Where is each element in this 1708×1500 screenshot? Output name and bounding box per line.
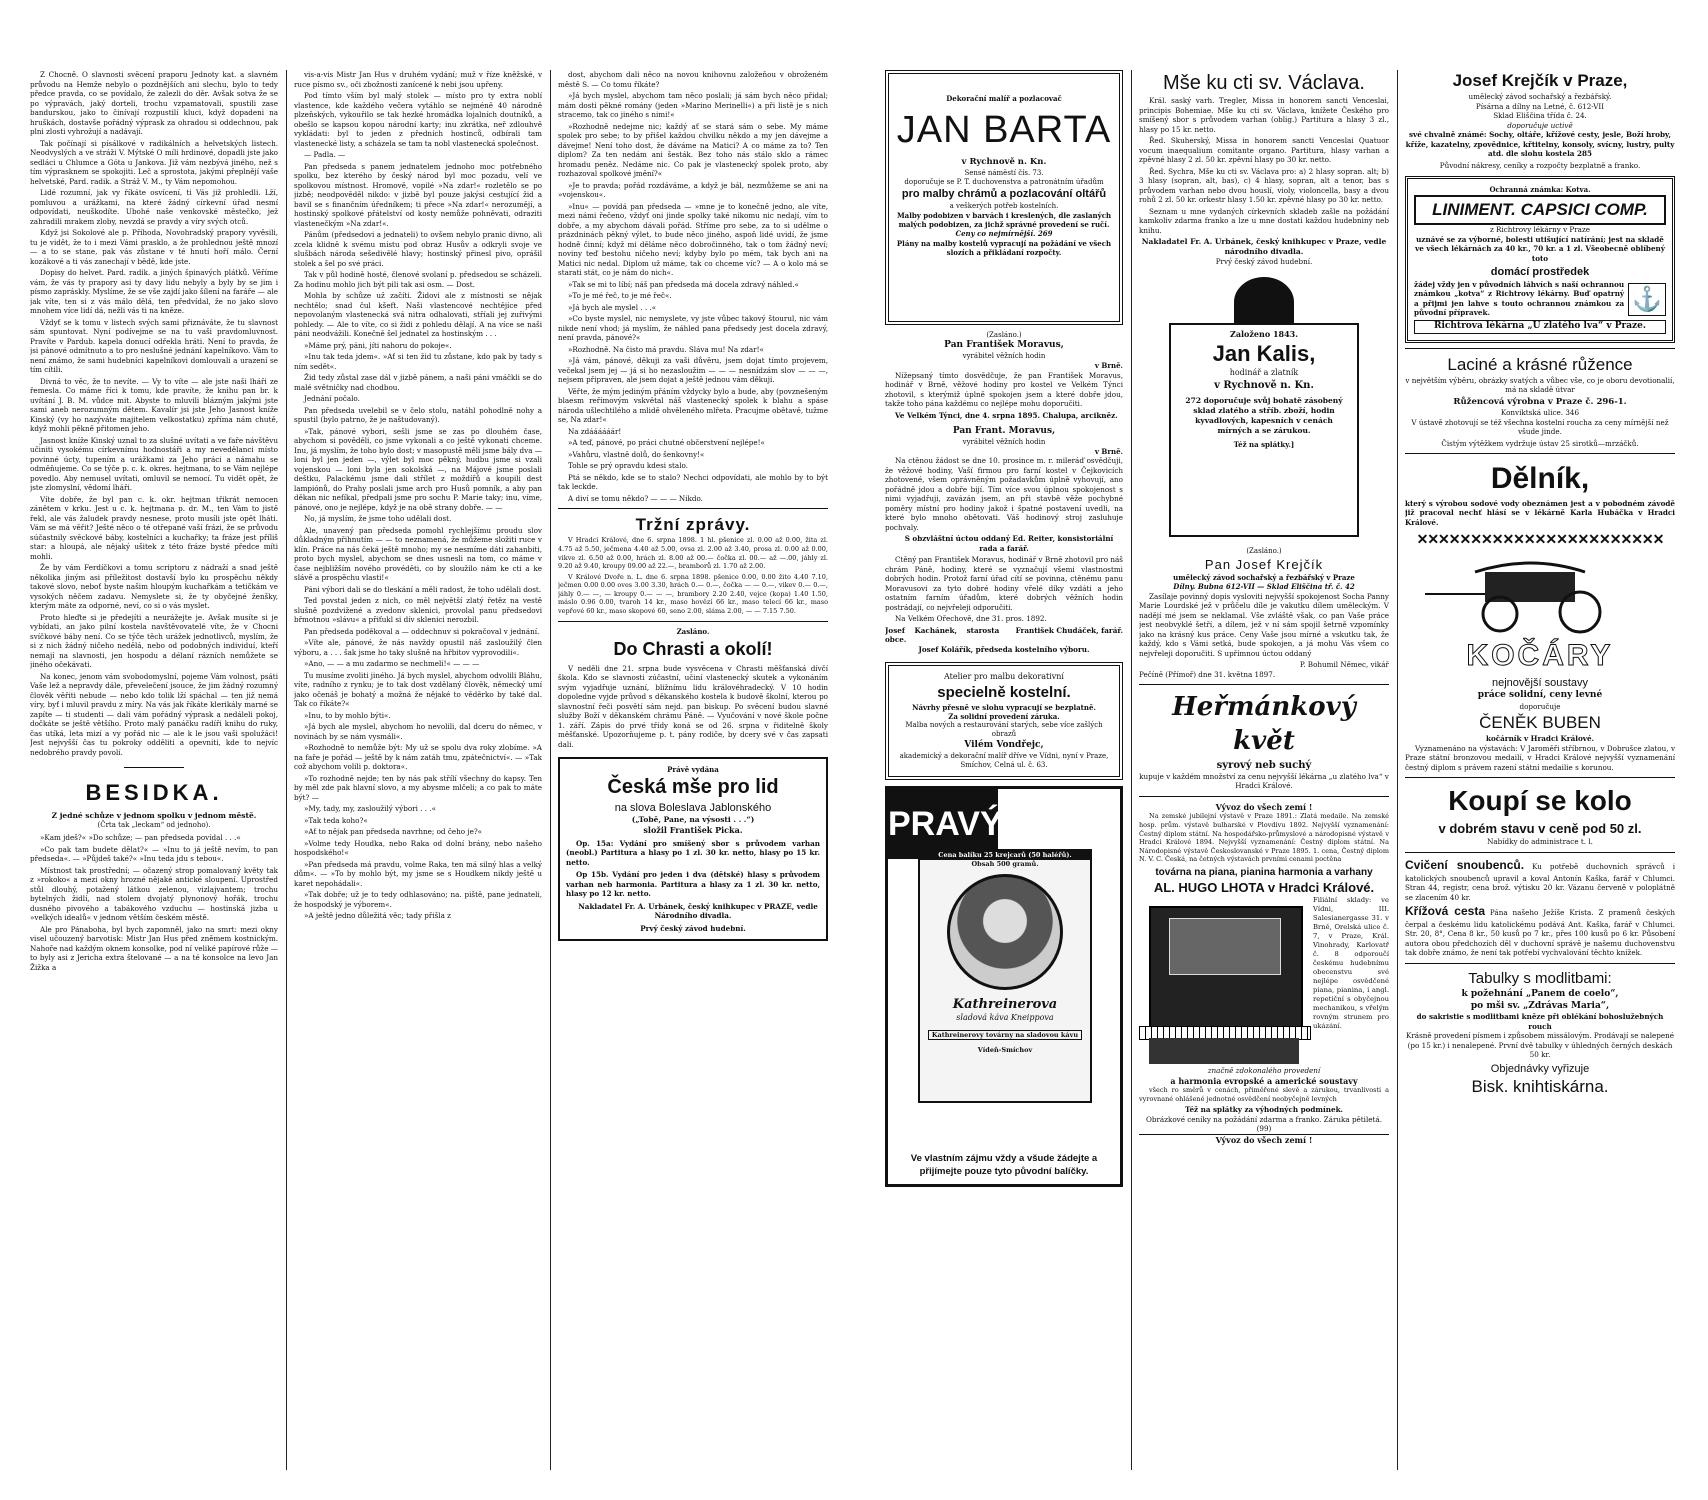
atelier-name: Vilém Vondřejc, (964, 739, 1044, 750)
kolo-title: Koupí se kolo (1448, 785, 1632, 817)
besidka-subnote: (Črta tak „leckam“ od jednoho). (97, 820, 211, 829)
kolo-sub: v dobrém stavu v ceně pod 50 zl. (1438, 821, 1642, 837)
atelier-addr: akademický a dekorační malíř dříve ve Vídni, nyní v Praze, Smíchov, Celná ul. č. 63. (899, 751, 1109, 769)
barta-sub: Sensé náměstí čís. 73. (964, 168, 1044, 177)
story-paragraph: Tak v půl hodině hosté, členové svolaní p. předsedou se scházeli. Za hodinu mohlo jich být pili tak asi osm. — Dost. (294, 270, 542, 289)
krejcik-top-foot: Původní nákresy, ceníky a rozpočty bezplatně a franko. (1439, 160, 1641, 170)
barta-l1: pro malby chrámů a pozlacování oltářů (901, 188, 1107, 201)
column-rule (1131, 70, 1132, 1470)
right-newspaper-page (885, 70, 1685, 1480)
left-newspaper-page (30, 70, 840, 1480)
story-paragraph: »Rozhodně nedejme nic; každý ať se stará sám o sebe. My máme spolek pro sebe; to by přišel každou chvilku někdo a my jen dávejme a dávejme! Není toho dost, že dáváme na Matici? A co máme za to? Ten diplom? Za ten nedám ani šesták. Bez toho nás stálo sklo a rámec hromadu peněz. Nedáme nic. Co pak je vlastenecký spolek proto, aby rozhazoval spolkové jmění?« (558, 121, 828, 178)
story-paragraph: Jednání počalo. (304, 394, 360, 403)
kalis-foot: Též na splátky.] (1233, 439, 1295, 449)
divider (1405, 963, 1675, 964)
column-rule (1397, 70, 1398, 1470)
carriage-wheel-rear (1560, 592, 1600, 632)
barta-ad (885, 70, 1123, 325)
divider (558, 508, 828, 509)
story-paragraph: »Já bych ale myslel . . .« (568, 302, 657, 312)
story-paragraph: Ale pro Pánaboha, byl bych zapomněl, jako na smrt: mezi okny visel učouzený barvotisk: Mistr Jan Hus před zněmem kostnickým. Nahoře nad každým oknem konsolke, pod ní veliké papírové růže — to byly asi z Jericha extra štelované — a na té konsolce na levo Jan Žižka a (30, 924, 278, 972)
cviceni-title: Cvičení snoubenců. (1405, 857, 1525, 872)
lhota-banner: Vývoz do všech zemí ! (1215, 801, 1313, 812)
krejcik-mid-sign: P. Bohumil Němec, vikář (1299, 660, 1389, 670)
lhota-h1: továrna na piana, pianina harmonia a varhany (1155, 866, 1373, 878)
kocary-name: ČENĚK BUBEN (1479, 712, 1601, 732)
story-paragraph: »Vahůru, vlastně dolů, do šenkovny!« (568, 449, 705, 459)
kalis-trade: hodinář a zlatník (1229, 368, 1299, 378)
tabulky-who: Bisk. knihtiskárna. (1471, 1077, 1609, 1097)
vaclav-p1: Král. saský varh. Tregler, Missa in honorem sancti Venceslai, principis Bohemiae. Mše ku cti sv. Václava, knížete Českého pro smíšený sbor s průvodem varhan (oblig.) Partitura a hlasy 3 zl., hlasy po 15 kr. netto. (1139, 96, 1389, 134)
story-paragraph: »Já bych myslel, abychom tam něco poslali; já sám bych něco přidal; mám dosti pěkné romány (jeden »Marino Merinelli«) a při listě je s nich stracemo, tak co jiného s nimi!« (558, 91, 828, 119)
krejcik-zaslano: (Zasláno.) (1246, 546, 1282, 555)
right-column-1 (885, 70, 1123, 1480)
delnik-title: Dělník, (1490, 462, 1590, 496)
story-paragraph: Místnost tak prostřední; — očazený strop pomalovaný květy tak z »rokoko« a mezi okny hrozné nějaké antické sloupení. Uprostřed stůl dlouhý, potažený látkou zelenou, vizlajvantem; trochu bytelných židlí, nad stolem dvojatý plynonový hořák, trochu dusného pivového a tabákového vzduchu — hostinská jizba u »velkých idealů« v jednom větším českém městě. (30, 865, 278, 923)
mse-line2: („Tobě, Pane, na výsosti . . .“) (631, 815, 755, 825)
kalis-place: v Rychnově n. Kn. (1214, 379, 1314, 391)
kalis-text: 272 doporučuje svůj bohatě zásobený sklad zlatého a stříb. zboží, hodin kyvadlových, kapesních v cenách mírných a se zárukou. (1185, 395, 1343, 435)
market-paragraph: V Hradci Králové, dne 6. srpna 1898. 1 hl. pšenice zl. 0.00 až 0.00, žita zl. 4.75 až 5.50, ječmena 4.40 až 5.00, ovsa zl. 2.00 až 3.40, prosa zl. 0.00 až 0.00, vikve zl. 6.50 až 0.00, hrách zl. 8.00 až 00.— čočka zl. 00.— až —.00, jáhly zl. 9.20 až 9.40, kroupy 09.00 až 22.—, bramborů zl. 1.70 až 2.00. (558, 536, 828, 571)
story-paragraph: Žid tedy zůstal zase dál v jizbě pánem, a naši páni vmáčkli se do malé světničky nad chodbou. (294, 373, 542, 392)
vaclav-p3: Řed. Sychra, Mše ku cti sv. Václava pro: a) 2 hlasy sopran. alt; b) 3 hlasy (sopran, alt, bas), c) 4 hlasy, sopran, alt a tenor, bas s průvodem varhan nebo dvou houslí, violy, violoncella, basy a dvou rohů 2 zl. 50 kr. orkestr hlasy 1.50 kr. zpěvné hlasy po 30 kr. netto. (1139, 166, 1389, 205)
ruzence-text3: V ústavě zhotovují se též všechna kostelní roucha za ceny mírnější než všude jinde. (1411, 417, 1669, 437)
hermankovy-title: Heřmánkový květ (1172, 692, 1356, 757)
market-title: Tržní zprávy. (635, 515, 751, 534)
krejcik-mid-trade: umělecký závod sochařský a řezbářský v Praze (1173, 573, 1355, 583)
kocary-l2: práce solidní, ceny levné (1477, 690, 1603, 701)
story-paragraph: »Pan předseda má pravdu, volme Raka, ten má silný hlas a velký dům«. — »To by mohlo být, my jsme se s Houdkem nikdy ještě u karet nepohádali«. (294, 859, 542, 888)
moravus-p3: Ctěný pan František Moravus, hodinář v Brně zhotovil pro náš chrám Páně, hodiny, které se vyznačují všemi vlastnostmi dobrých hodin. Protož farní úřad cítí se povinna, ctěnému panu Moravusovi za tyto dobré hodiny vřelé díky vzdáti a jeho ostatním farním úřadům, které dobrých věžních hodin postrádají, co nejvřeleji odporučiti. (885, 555, 1123, 612)
lhota-medals: Na zemské jubilejní výstavě v Praze 1891.: Zlatá medaile. Na zemské hosp. prům. výstavě bulharské v Plovdivu 1892. Nejvyšší vyznamenání: Čestný diplom státní. Na hospodářsko-průmyslové a národopisné výstavě v Hradci Králové 1894. Nejvyšší vyznamenání: Čestný diplom státní. Na Národopisné výstavě Českoslovanské v Praze 1895. 1. cena, Čestný diplom N. V. C. Česká, na četných výstavách prvními cenami poctěna (1139, 812, 1389, 864)
tabulky-text: Krásně provedení písmem i způsobem missálovým. Prodávají se nalepené (po 15 kr.) i nenalepené. První dvě tabulky v úhledných černých deskách 50 kr. (1405, 1031, 1674, 1060)
divider (1405, 777, 1675, 778)
moravus-place: v Brně. (1094, 361, 1123, 371)
anchor-icon: ⚓ (1628, 283, 1666, 317)
story-paragraph: Věřte, že mým jediným přáním vždycky bylo a bude, aby (povznešeným blaesm reřímovým vskvětal náš vlastenecký spolek k blahu a spáse národa ušlechtilého a mlidě ohvěleného mlřeta. Pracujme obětavě, tužme se, Na zdar!« (558, 386, 828, 424)
carriage-roof (1475, 563, 1585, 572)
story-paragraph: Tohle se prý opravdu kdesi stalo. (568, 461, 688, 470)
barta-l2: a veškerých potřeb kostelních. (949, 201, 1059, 210)
tabulky-l2: po mši sv. „Zdrávas Maria“, (1470, 1000, 1610, 1011)
article-paragraph: Vždyť se k tomu v listech svých sami přiznáváte, že tu slavnost sám spuntovat. Nyní podívejme se na tu vaši pravdomluvnost. Pravíte v Pardub. kapela donucí odřekla hráti. Není to pravda, že jsi pánové odmítnuto a to pro neslušné jednání kapelníkovo. Vám to není známo, že sami hudebníci kapelníkovi domlouvali a urazení se tím cítili. (30, 317, 278, 374)
story-paragraph: Mohla by schůze už začíti. Židovi ale z místnosti se nějak nechtělo; snad čul kšeft. Naši vlastencové nechtějíce před nepovolaným vlastenecká svá nitra odhalovati, stříali jej zuřivými pohledy. — Ale to víte, co si židi z pohledu dělají. A na více se naši páni neodvážili. Konečně šel jednatel za hostinským . . . (294, 291, 542, 338)
story-paragraph: »Volme tedy Houdka, nebo Raka od dolní brány, nebo našeho hospodského!« (294, 838, 542, 857)
story-paragraph: »Já vám, pánové, děkuji za vaši důvěru, jsem dojat tímto projevem, večekal jsem jej — já si ho nezasloužim — — — nesnídzám slov — — —, nejsem připraven, ale jsem dojat a ještě jednou vám děkuji. (558, 356, 828, 384)
krejcik-top-trade: umělecký závod sochařský a řezbářský. (1468, 92, 1612, 102)
story-paragraph: Pod tímto vším byl malý stolek — místo pro ty extra noblí vlastence, kde každého večera vytáhlo se nejméně 40 národně plzeňských, vykouřilo se tak hezké hromádka lojalních doutníků, a obešlo se kapsou kopou národní karty; inu zkrátka, neř zdlouhvě vykládati: byl to jeden z předních hostinců, odbírali tam vlastenecké listy, a scházela se tam ta nobl vlastenecká společnost. (294, 91, 542, 148)
story-paragraph: »My, tady, my, zasloužilý výbori . . .« (304, 804, 437, 813)
besidka-story-cont (294, 70, 542, 921)
story-paragraph: »Ano, — — a mu zadarmo se nechmeli!« — — — (304, 659, 480, 668)
kathreiner-obsah: Obsah 500 gramů. (971, 859, 1039, 868)
krejcik-top-dop: doporučuje uctivě (1507, 120, 1573, 130)
story-paragraph: No, já myslím, že jsme toho udělali dost. (304, 514, 452, 523)
ruzence-text: v největším výběru, obrázky svatých a vůbec vše, co je oboru devotionalií, má na skladě útvar (1405, 375, 1675, 395)
story-paragraph: — Padla. — (304, 150, 346, 159)
liniment-dom: domácí prostředek (1490, 266, 1590, 279)
mse-footer: Prvý český závod hudební. (640, 923, 746, 933)
article-paragraph: Že by vám Ferdíčkovi a tomu scriptoru z nádraží a snad ještě několika jiným asi příležitost dostavší bylo ku prospěchu někdy takové slovo, neboť byste našim hloupým kuchařkám a tetičkám ve vysokých něčem zadavu. Nemyslete si, že ty obyčejné ženšky, kterým máte za odporné, neví, co si o vás myslet. (30, 563, 278, 610)
atelier-l3: Návrhy přesně ve slohu vypracují se bezplatně. (912, 702, 1096, 712)
ruzence-text2: Konviktská ulice. 346 (1500, 408, 1580, 418)
krizova-text: Pána našeho Ježíše Krista. Z pramenů českých čerpal a českému lidu katolickému podává Ant. Kaška, farář v Chlumci. Str. 20, 8°, Cena 8 kr., 50 kusů po 7 kr., přes 100 kusů po 6 kr. Působení autora obou předchozích děl v duchovní správě je našemu duchovenstvu tak dobře známo, že není tak potřebí vychvalování těchto knížek. (1405, 908, 1675, 958)
story-paragraph: Ale, unavený pan předseda pomohl rychlejšímu proudu slov důkladným přihnutím — — to neznamená, že můžeme složiti ruce v klín. Práce na nás čeká ještě mnoho; my se nesmíme dáti zahanbiti, proto bych myslel, abychom se dnes usnesli na tom, co máme v čase nejbližším nového provéděti, co by sloužilo nám ke cti a ke slávě a prospěchu vlasti!« (294, 525, 542, 582)
carriage-illustration (1405, 554, 1675, 634)
sign-kachanek: Josef Kachánek, starosta obce. (885, 625, 1000, 645)
cviceni-block (1405, 858, 1675, 902)
liniment-from: z Richtrovy lékárny v Praze (1489, 225, 1591, 235)
liniment-text2: žádej vždy jen v původních láhvích s naší ochrannou známkou „kotva“ z Richtrovy lékárny. Buď opatrný a přijmi jen lahve s touto ochrannou známkou za původní přípravek. (1414, 279, 1625, 318)
left-column-1 (30, 70, 278, 1480)
story-paragraph: »Inu tak teda jdem«. »Ať si ten žid tu zůstane, kdo pak by tady s ním sedět«. (294, 352, 542, 371)
moravus-h2sub: vyrábitel věžních hodin (962, 437, 1046, 446)
kathreiner-brand: Kathreinerova (952, 997, 1058, 1013)
kalis-name: Jan Kalis, (1212, 341, 1316, 367)
krejcik-mid-name: Pan Josef Krejčík (1204, 556, 1324, 572)
vaclav-p4: Seznam u mne vydaných církevních skladeb zašle na požádání kamkoliv zdarma franko a lze u mne dostati každou hudebniny neb knihu. (1139, 206, 1389, 235)
mse-title: Česká mše pro lid (607, 776, 779, 799)
story-paragraph: Na zdáááááár! (568, 426, 622, 436)
article-paragraph: Z Chocně. O slavnosti svěcení praporu Jednoty kat. a slavném průvodu na Hemže nebylo o pozdnějších ani slechu, bylo to tedy předce pravda, co se povídalo, že zalezli do děr. Avšak sotva že se po výpravách, jaký dorteli, trochu vzpamatovali, spustili zase bandurskou, jako to činívají rozpustilí kluci, když dopadeni na hruškách, dostavše pořádný výprask za ohradou si oddechnou, pak plni zlosti vyhrožují a nadávají. (30, 70, 278, 136)
story-paragraph: »Co pak tam budete dělat?« — »Inu to já ještě nevím, to pan předseda«. — »Půjdeš také?« »Inu teda jdu s tebou«. (30, 844, 278, 864)
divider (1405, 453, 1675, 454)
krejcik-top-sklad: Sklad Eliščina třída č. 24. (1493, 111, 1587, 121)
moravus-place2: v Brně. (1094, 447, 1123, 457)
krejcik-top-addr: Písárna a dílny na Letné, č. 612-VII (1475, 101, 1605, 111)
article-paragraph: Když jsi Sokolové ale p. Příhoda, Novohradský prapory vyvěsili, tu je vidět, že to i mezi Vámi prasklo, a že prohlednou ještě mnozí — a to se stane, pak vás zůstane v té hnutí hoří málo. Černí kozákové a ti vás zanechají v bědě, kde jste. (30, 228, 278, 266)
kocary-title: KOČÁRY (1466, 639, 1614, 673)
article-paragraph: Divná to věc, že to nevíte. — Vy to víte — ale jste naši lháři ze řemesla. Co máme říci k tomu, kde pravíte, že knihu pan br. k uvítání J. B. M. vůdce mit. Abyste to mluvili blázným jakými jste sami aneb nerozumným dětem. Kavalír jsi jste Jeho Jasnost kníže Kinský (vy ho nazýváte majitelem velkostatku) zpříma nám chutě, když mohli pěkně přitomen jeho. (30, 376, 278, 433)
liniment-text: uznávé se za výborné, bolesti utišující natírání; jest na skladě ve všech lékárnách za 40 kr., 70 kr. a 1 zl. Všeobecně oblíbený toto (1415, 234, 1665, 263)
story-paragraph: Ptá se někdo, kde se to stalo? Nechci odpovídati, ale mohlo by to být tak leckde. (558, 472, 828, 491)
kathreiner-sub2: Kathreinerovy továrny na sladovou kávu (928, 1030, 1082, 1041)
sign-chudacek: František Chudáček, farář. (1015, 625, 1123, 635)
divider (1139, 684, 1389, 685)
kathreiner-pravy: PRAVÝ (888, 789, 998, 859)
story-paragraph: »Tak dobře; už je to tedy odhlasováno; na. piště, pane jednateli, že hospodský je výborem«. (294, 890, 542, 909)
vaclav-p2: Řed. Skuherský, Missa in honorem sancti Venceslai Quatuor vocum inaequalium comitante organo. Partitura, hlasy varhan a zpěvné hlasy 2 zl. 50 kr. zpěvní hlasy po 30 kr. netto. (1139, 136, 1389, 165)
barta-name: JAN BARTA (896, 109, 1112, 152)
article-paragraph: Lidé rozumní, jak vy říkáte osvícení, ti Vás již prohledli. Lží, pomluvou a urážkami, na které žádný církevní úřad nesmí odpovídati, neuškodíte. Ubohé naše venkovské městečko, jež zahradili mrakem zloby, nevzdá se pravdy a víry svých otců. (30, 188, 278, 226)
kathreiner-city: Vídeň-Smíchov (977, 1046, 1033, 1055)
chrasti-text: V neděli dne 21. srpna bude vysvěcena v Chrasti měšťanská dívčí škola. Kdo se slavnosti zúčastní, učiní vlastenecký skutek a vykonáním svým vyjadřuje uznání, bližnímu lidu královéhradecký. V 10 hodin dopoledne vyjde průvod s děkanského kostela k budově školní, kterou po slavnostní řeči posvětí sám nejd. pan biskup. Po svěcení budou slavné služby Boží v děkanském chrámu Páně. — Vyučování v nové škole počne 1. září. Zápis do prvé třídy koná se od 26. srpna v řiditelně školy měšťanské. Upozorňujeme p. t. pány rodiče, by dcery své v čas zapsati dali. (558, 663, 828, 749)
story-paragraph: A diví se tomu někdo? — — — Nikdo. (568, 493, 703, 503)
moravus-p2: Na ctěnou žádost se dne 10. prosince m. r. mileráď osvědčuji, že věžové hodiny, Vaší firmou pro farní kostel v Čejkovicích zhotovené, všem oprávněným požadavkům úplně vyhovují, ano pořádně jdou a dobře bijí. Tím více svou úplnou spokojenost s nimi vyjadřuji, zavázán jsem, an při stavbě věže pochybné poměry místní pro hodiny jakož i špatné postavení uvedli, na které bylo mnoho obětovati. Váš hodinový stroj zasluhuje pochvaly. (885, 456, 1123, 532)
divider (1139, 796, 1389, 797)
story-paragraph: »Co byste myslel, nic nemyslete, vy jste vůbec takový štourul, nic vám nikde není vhod; já myslím, že náhled pana předsedy jest docela zdravý, není pravda, pánové?« (558, 314, 828, 342)
moravus-sign3: Na Velkém Ořechově, dne 31. pros. 1892. (895, 614, 1047, 624)
liniment-pharm: Richtrova lékárna „U zlatého lva“ v Praze. (1414, 320, 1666, 334)
liniment-title: LINIMENT. CAPSICI COMP. (1414, 195, 1666, 225)
mse-op1: Op. 15a: Vydání pro smíšený sbor s průvodem varhan (neobl.) Partitura a hlasy po 1 zl. 30 kr. netto, hlasy po 15 kr. netto. (566, 838, 820, 867)
vaclav-title: Mše ku cti sv. Václava. (1163, 72, 1365, 94)
mse-ad (558, 757, 828, 941)
hat-figure-icon (1234, 277, 1294, 327)
besidka-title: BESIDKA. (85, 780, 223, 805)
liniment-ad (1405, 176, 1675, 342)
tabulky-obj: Objednávky vyřizuje (1490, 1062, 1590, 1075)
mse-op2: Op 15b. Vydání pro jeden i dva (dětské) hlasy s průvodem varhan neb harmonia. Partitura a hlasy za 1 zl. 30 kr. netto, hlasy po 12 kr. netto. (566, 870, 820, 899)
lhota-bottom3: všech ro směrů v cenách, přiměřené slevě a zárukou, trvanlivosti a vyrovnané ohlášené jednotné osvědčení neobyčejně levných (1139, 1086, 1389, 1103)
story-paragraph: »Tak, pánové vybori, sešli jsme se zas po dlouhém čase, abychom si pověděli, co jsme vykonali a co ještě vykonati chceme. Inu, já myslím, že toho bylo dost; v masopustě měli jsme bály dva — loni byl jen jeden —, výlet byl moc pěkný, hudbu jsme si vzali vojenskou — loni byla jen sokolská —, na Májové jsme poslali deštku, Palackému jsme dali střílet z moždířů a koupili dest lampiónů, do Prahy poslali jsme arch pro Husů pomník, a aby pan děkan nic nefíkal, předpali jsme pro sochu P. Marie taky; inu, víme, pánové, ono je nejlépe, když je na obě strany dobře. — — (294, 426, 542, 512)
kathreiner-cena: Cena balíku 25 krejcarů (50 haléřů). (920, 851, 1090, 860)
krizova-title: Křížová cesta (1405, 904, 1485, 919)
story-paragraph: Pan předseda s panem jednatelem jednoho moc potřebného spolku, bez kterého by český národ byl moc pozadu, velí ve spolkovou místnost. Hromově, vopilé »Na zdar!« rozletělo se po jizbě; neodpověděl nikdo: v jizbě byl pouze jakýsi cestující žid a bavil se s finančním úředníkem; ti přece »Na zdar!« nerozumějí, a hostinský spolkové přátelství od kosty nemůže pohněvati, odraziti vlastenečkým »Na zdar!«. (294, 161, 542, 228)
delnik-text: který s výrobou sodové vody obeznámen jest a v pobodném závodě již pracoval nechť hlásí se v lékárně Karla Hubáčka v Hradci Králové. (1405, 498, 1675, 527)
moravus-sign1: Ve Velkém Týnci, dne 4. srpna 1895. Chalupa, arcikněz. (895, 410, 1118, 420)
story-paragraph: Pan předseda uvelebil se v čelo stolu, natáhl pohodlně nohy a spustil (bylo patrno, že je naštudovaný). (294, 405, 542, 424)
kalis-year: Založeno 1843. (1229, 328, 1299, 339)
besidka-story-end (558, 70, 828, 503)
story-paragraph: Pánům (předsedovi a jednateli) to ovšem nebylo pranic divno, ali zcela klidně k svému místu pod obraz Husův a odkryli svoje ve slušbách národa sešedivělé hlavy; hostinský přinesl pivo, oprášil stolek a šel po své práci. (294, 230, 542, 268)
story-paragraph: »Rozhodně to nemůže být: My už se spolu dva roky zlobíme. »A na faře je pořád — ještě by k nám zatáh tmu, zpátečnictví«. — »Tak což abychom volili p. doktora«. (294, 743, 542, 771)
atelier-l2: specielně kostelní. (937, 683, 1071, 701)
kocary-l4: kočárník v Hradci Králové. (1485, 734, 1595, 744)
column-rule (550, 70, 551, 1470)
krejcik-mid-date: Pečíně (Přímoř) dne 31. května 1897. (1139, 669, 1276, 679)
right-column-3 (1405, 70, 1675, 1480)
piano-illustration (1139, 896, 1309, 1066)
piano-base (1149, 1038, 1299, 1064)
lhota-bottom5: Obrázkové ceníky na požádání zdarma a franko. Záruka pětiletá. (99) (1145, 1114, 1382, 1134)
story-paragraph: »Inu« — povídá pan předseda — »mne je to konečně jedno, ale víte, mezi námi řečeno, vždyť oni jinde spolky také nikomu nic nedají, vím to dobře, a my abychom dávali pořád. Stříme pro sebe, za to si udělme o prázdninách pěkný výlet, to bude něco jiného, aspoň lidé uvidí, že jsme hodně činní; když mi děláme něco dobročinného, tak o tom žádný neví; noviny teď bestohu ničeho neví; kdyby bylo po mém, tak bych ani na Matici nic nedal. Diplom už máme, tak co chceme víc? — A o kolo má se starati stát, co je nám do nich«. (558, 201, 828, 277)
mse-publisher: Nakladatel Fr. A. Urbánek, český knihkupec v PRAZE, vedle Národního divadla. (578, 901, 818, 921)
barta-place: v Rychnově n. Kn. (961, 157, 1047, 168)
lhota-bottom1: značně zdokonalého provedení (1207, 1066, 1321, 1076)
lhota-bottom2: a harmonia evropské a americké soustavy (1170, 1075, 1358, 1086)
atelier-l1: Atelier pro malbu dekorativní (944, 672, 1064, 682)
story-paragraph: Ted povstal jeden z nich, co měl největší zlatý řetěz na vestě slušně pozdvižené a zvedonv sklenici, provolal panu předsedovi břmotnou »slávu« a přiťukl si dív sklenici nerozbil. (294, 596, 542, 624)
sign-kolarik: Josef Kolářík, předseda kostelního výboru. (918, 644, 1090, 654)
moravus-signatures (885, 626, 1123, 645)
krizova-block (1405, 904, 1675, 958)
vaclav-foot: Prvý český závod hudební. (1215, 257, 1313, 267)
market-report (558, 536, 828, 615)
besidka-subtitle: Z jedné schůze v jednom spolku v jednom městě. (51, 811, 257, 821)
moravus-h2: Pan Frant. Moravus, (952, 426, 1056, 437)
story-paragraph: Pan předseda poděkoval a — oddechnuv si pokračoval v jednání. (304, 626, 540, 636)
left-column-3 (558, 70, 828, 1480)
krejcik-top-name: Josef Krejčík v Praze, (1452, 71, 1628, 90)
divider (1405, 348, 1675, 349)
ruzence-title: Laciné a krásné růžence (1447, 354, 1633, 374)
atelier-l5: Malba nových a restaurování starých, sebe více zašlých obrazů (905, 721, 1103, 739)
story-paragraph: »Tak teda koho?« (304, 815, 368, 825)
cviceni-text: Ku potřebě duchovních správců i katolických snoubenců upravil a koval Antonín Kaška, farář v Chlumci. Stran 44, registr, cena brož. výtisku 20 kr. Vázanu červeně v poloplátně se zlacením 40 kr. (1405, 861, 1675, 902)
divider (1405, 852, 1675, 853)
kathreiner-foot: Ve vlastním zájmu vždy a všude žádejte a přijímejte pouze tyto původní balíčky. (910, 1152, 1098, 1177)
story-paragraph: »Já bych ale myslel, abychom ho nevolili, dal dceru do němec, v novinách by se nám vysmáli«. (294, 722, 542, 741)
lhota-body (1139, 896, 1389, 1066)
moravus-zaslano: (Zasláno.) (986, 331, 1022, 339)
kathreiner-ad (885, 786, 1123, 1187)
divider (124, 767, 184, 768)
barta-l5: Plány na malby kostelů vypracují na požádání ve všech slozích a přikládaní rozpočty. (896, 238, 1112, 257)
article-paragraph: Tak počínají si písálkové v radikálních a helvetských listech. Neodvyslých a ve stráži V. Mýtské O míli hrdinové, dopadli jste jako sedláci u Chlumce a Góta u Jankova. Již vám nezbývá jiného, než s tím výprasknem se spokojiti. Leč a sprostota, jakými přeplnějí vaše helvetské, Pard. radik. a Stráž V. M., ty Vám nepomohou. (30, 138, 278, 186)
moravus-p1: Nížepsaný tímto dosvědčuje, že pan František Moravus, hodinář v Brně, věžové hodiny pro kostel ve Velkém Týnci zhotovil, s kterýmiž úplně spokojen jsem a které dobře jdou, takže toho pána každému co nejlépe mohu doporučiti. (885, 370, 1123, 409)
kocary-l1: nejnovější soustavy (1492, 676, 1588, 689)
lhota-name: AL. HUGO LHOTA v Hradci Králové. (1153, 880, 1375, 896)
article-paragraph: Proto hleďte si je předejíti a neurážejte je. Avšak musíte si je vybídati, an jako pilní kostela navštěvovatelé víte, že v Chocni svíčkové báby není. Co se týče těch urážek jednotlivců, myslím, že si z nich žádný ničeho nedělá, nebo od podobných individuí, kteří nemají na slavnosti, jen hospodu a délaní rázních nemůžete se jiného očekávati. (30, 612, 278, 669)
lhota-banner2: Vývoz do všech zemí ! (1139, 1134, 1389, 1146)
right-column-2 (1139, 70, 1389, 1480)
kocary-text: Vyznamenáno na výstavách: V Jaroměři stříbrnou, v Dobrušce zlatou, v Praze státní bronzovou medailí, v Hradci Králové nejvyšší vyznamenání čestný diplom s právem razení státní medailie s korunou. (1405, 743, 1675, 772)
carriage-wheel-front (1483, 597, 1517, 631)
kolo-note: Nabídky do administrace t. l. (1487, 837, 1593, 847)
besidka-story (30, 833, 278, 972)
ornament-border: ✕✕✕✕✕✕✕✕✕✕✕✕✕✕✕✕✕✕✕✕✕✕✕ (1416, 532, 1664, 549)
story-paragraph: »Máme prý, páni, jíti nahoru do pokoje«. (304, 340, 452, 350)
atelier-ad (885, 662, 1123, 780)
story-paragraph: »A teď, pánové, po práci chutné občerstvení nejlépe!« (568, 438, 765, 447)
story-paragraph: Páni výbori dali se do tleskání a měli radost, že toho udělali dost. (304, 584, 542, 594)
article-paragraph: Víte dobře, že byl pan c. k. okr. hejtman třikrát nemocen zánětem v krku. Jest u c. k. hejtmana p. dr. M., ten Vám to jistě řekl, ale vás žaludek pravdy nesnese, proto musíli jste opět lháti. Vám se má věřit? Ješté něco o té otřepané vaší frázi, že se průvodu súčastnily svěckové báby, kostelníci a kuchařky; ta fráze jest příliš star: a hloupá, ale nějaký ušitek z této fráze bysté předce míti mohli. (30, 494, 278, 561)
story-paragraph: »Víte ale, pánové, že nás navždy opustil náš zasloužilý člen výboru, a . . . šak jsme ho taky slušně na hřbitov vyprovodili«. (294, 638, 542, 657)
atelier-l4: Za solidní provedení záruka. (948, 712, 1060, 721)
market-paragraph: V Králové Dvoře n. L. dne 6. srpna 1898. pšenice 0.00, 0.00 žito 4.40 7.10, ječmen 0.00 0.00 oves 3.00 3.30, hrách 0.— 0.—, čočka — — 0.—, vikev 0.— 0.—, jáhly 0.— —, — kroupy 0.— — —, brambory 2.20 2.40, vejce (kopa) 1.40 1.50, máslo 0.96 0.00, tvaroh 14 kr., maso hovězí 66 kr., maso telecí 66 kr., maso vepřové 60 kr., maso skopové 60, seno 2.00, sláma 2.00, — — 7.15 7.50. (558, 572, 828, 616)
story-paragraph: dost, abychom dali něco na novou knihovnu založeňou v obroženém městě S. — Co tomu říkáte? (558, 70, 828, 89)
moravus-h1sub: vyrábitel věžních hodin (962, 352, 1046, 361)
lhota-side: Filiální sklady: ve Vídni, III. Salesianergasse 31. v Brně, Orelská ulice č. 7, v Praze, Král. Vinohrady, Karlovatř č. 8 odporoučí českému hudebnímu obecenstvu své nejlépe osvědčené piana, pianina, i angl. repetiční s obyčejnou mechanikou, s vřelým rovným strunem pro ukázání. (1313, 896, 1389, 1030)
krejcik-mid-text: Zasílaje povinný dopis vysloviti nejvyšší spokojenost Socha Panny Marie Lourdské jež v průčelu díle je vakutku dílem uměleckým. V nadějí mé jsem se neklamal. Vše zvláště však, co pan Vaše práce jest neobvyklé šetří, a dílem, jež v ní sám spojil šetrně vzpomínky jako na krásný kus práce. Ceny Vaše jsou mírné a vskutku tak, že každý, kdo s Vámi setká, bude spokojen, a já mohu Vás všem co nejvřeleji doporučiti. S upřímnou úctou oddaný (1139, 591, 1389, 658)
chocen-report (30, 70, 278, 757)
story-paragraph: »Tak se mi to líbí; náš pan předseda má docela zdravý náhled.« (568, 279, 799, 289)
hermankovy-sub: syrový neb suchý (1216, 759, 1312, 771)
divider (558, 621, 828, 622)
chrasti-title: Do Chrasti a okolí! (613, 638, 773, 659)
story-paragraph: »Rozhodně. Na čisto má pravdu. Sláva mu! Na zdar!« (568, 344, 764, 354)
moravus-h1: Pan František Moravus, (944, 340, 1064, 351)
tabulky-l3: do sakristie s modlitbami kněze při oblékání bohoslužebných rouch (1416, 1012, 1664, 1031)
liniment-mark: Ochranná známka: Kotva. (1489, 185, 1591, 195)
story-paragraph: »Ať to nějak pan předseda navrhne; od čeho je?« (304, 827, 483, 836)
story-paragraph: vis-a-vis Mistr Jan Hus v druhém vydání; muž v říze kněžské, v ruce písmo sv., oči zbožnosti zanícené k nebi jsou upřeny. (294, 70, 542, 89)
kathreiner-sub: sladová káva Kneippova (956, 1013, 1054, 1023)
story-paragraph: Tu musíme zvoliti jiného. Já bych myslel, abychom odvolili Bláhu, víte, radního z rynku; je to tak dost vzdělaný člověk, německý umí jako očenáš je bohatý a možná že nějaké to věděrko by také dal. Tak co říkáte?« (294, 670, 542, 708)
krejcik-top-items: své chvalně známé: Sochy, oltáře, křížové cesty, jesle, Boží hroby, kříže, kazatelny, zpovědnice, křtitelny, konsoly, svícny, lustry, pulty atd. dle slohu kostela 285 (1405, 130, 1675, 159)
barta-l3: Malby podobizen v barvách i kreslených, dle zaslaných malých podobizen, za jichž správné provedení se ručí. (896, 210, 1112, 230)
mse-line3: složil František Picka. (643, 825, 743, 836)
story-paragraph: »To je mé řeč, to je mé řeč«. (568, 291, 672, 300)
left-column-2 (294, 70, 542, 1480)
mse-line1: na slova Boleslava Jablonského (614, 801, 772, 814)
kalis-ad (1139, 277, 1389, 547)
vaclav-pub: Nakladatel Fr. A. Urbánek, český knihkupec v Praze, vedle národního divadla. (1141, 237, 1387, 257)
barta-top: Dekorační malíř a pozlacovač (946, 94, 1062, 103)
lhota-bottom4: Též na splátky za výhodných podmínek. (1184, 1105, 1344, 1115)
article-paragraph: Na konec, jenom vám svobodomyslní, pojeme Vám volnost, psáti Vaše lež a nepravdy dále, převelečení jsouce, že jim žádný rozumný člověk věřiti nebude — nebo kdo tolik lží spáchal — ten již nemá víry, byť i mluvil pravdu z míry. Na vás jak říkáte klerikály marné se zapíte — ti studenti — dali vám pořádný výprask a nedáleli pokoj, dočkáte se ještě většího. Proto malý panáčku radíři knihu do ruky, čas utíká, leta mizí a vy pořád nic — ale k le jsou vaši spolužáci! Jest nejvyšší čas tu pokroky odděliti a opevniti, kde to nejvíc nedobrého pravdy povolí. (30, 671, 278, 757)
liniment-body (1414, 280, 1666, 320)
ruzence-text4: Čistým výtěžkem vydržuje ústav 25 sirotků—mrzáčků. (1441, 438, 1639, 448)
hermankovy-text: kupuje v každém množství za cenu nejvyšší lékárna „u zlatého lva“ v Hradci Králové. (1139, 771, 1389, 791)
story-paragraph: »Kam jdeš?« »Do schůze; — pan předseda povídal . . .« (40, 833, 241, 843)
coffee-package (918, 849, 1092, 1103)
story-paragraph: »To rozhodně nejde; ten by nás pak střílí všechny do kapsy. Ten by měl zde pak hlavní slovo, a my abysme mlčeli; a co pak to máte být? — (294, 773, 542, 802)
zaslano-label: Zasláno. (676, 626, 710, 636)
portrait-medallion (947, 874, 1063, 990)
piano-panel (1169, 918, 1281, 975)
article-paragraph: Jasnost kníže Kinský uznal to za slušné uvítati a ve faře návštěvu učiniti vysokému církevnímu hodnostáři a my nevedělanci místo povinné úcty, tupením a urážkami za Jeho práci a námahu se odměňujeme. Co se týče p. c. k. okres. hejtmana, to se Vám nejlépe povedlo. Aby nemusel uvítati, omluvil se nemocí. Tu vidět opět, že jste zlomyslní, vědomí lháři. (30, 435, 278, 492)
tabulky-title: Tabulky s modlitbami: (1468, 969, 1612, 987)
story-paragraph: »Je to pravda; pořád rozdáváme, a když je bál, nezmůžeme se ani na »vojenskou«. (558, 180, 828, 199)
tabulky-l1: k požehnání „Panem de coelo“, (1461, 988, 1619, 999)
column-rule (286, 70, 287, 1470)
ruzence-shop: Růžencová výrobna v Praze č. 296-1. (1453, 396, 1627, 407)
story-paragraph: »Inu, to by mohlo býti«. (304, 710, 391, 720)
mse-lead: Právě vydána (667, 765, 719, 775)
kocary-l3: doporučuje (1519, 702, 1561, 712)
kalis-board (1169, 323, 1359, 537)
article-paragraph: Dopisy do helvet. Pard. radik. a jiných špinavých plátků. Věříme vám, že vás ty prapory asi ty davy lidu nebyly a byly by se jim i písmo zapráskly. Myslíme, že se vše zajdí jako šílení na faráře — ale jak víte, ten si z vás málo dělá, ten předvídal, že no jako slovo mnohem více lidí dá, nežli vás ti na kněze. (30, 268, 278, 315)
barta-l0: doporučuje se P. T. duchovenstva a patronátním úřadům (904, 177, 1104, 186)
barta-l4: Ceny co nejmírnější. 269 (955, 229, 1053, 239)
story-paragraph: »A ještě jedno důležitá věc; tady přišla z (304, 911, 451, 920)
moravus-sign2: S obzvláštní úctou oddaný Ed. Reiter, konsistoriální rada a farář. (904, 534, 1114, 553)
krejcik-mid-addr: Dílny. Bubna 612-VII — Sklad Eliščina tř. č. 42 (1173, 582, 1355, 592)
